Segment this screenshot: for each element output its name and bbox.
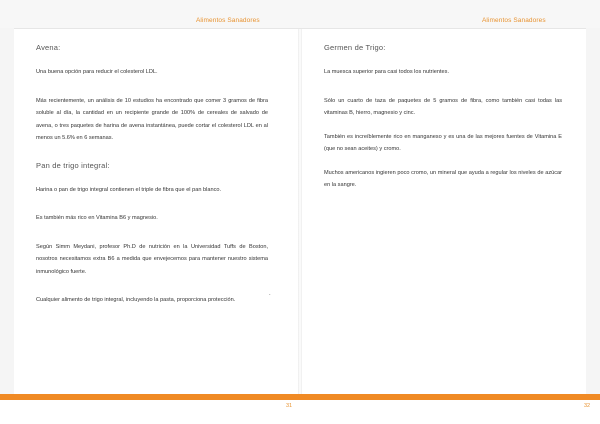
left-running-header: Alimentos Sanadores (196, 17, 260, 24)
paragraph: Es también más rico en Vitamina B6 y magnesio. (36, 215, 158, 221)
left-page (14, 29, 298, 395)
right-page (302, 29, 586, 395)
paragraph: También es increíblemente rico en manganeso y es una de las mejores fuentes de Vitamina E (que no sean aceites) y cromo. (324, 133, 562, 152)
section-heading-pan-integral: Pan de trigo integral: (36, 160, 110, 170)
paragraph: Más recientemente, un análisis de 10 estudios ha encontrado que comer 3 gramos de fibra soluble al día, la cantidad en un recipiente grande de 100% de cereales de salvado de avena, o tres paquetes de harina de avena instantánea, puede cortar el colesterol LDL en al menos un 5.6% en 6 semanas. (36, 97, 268, 141)
right-running-header: Alimentos Sanadores (482, 17, 546, 24)
section-heading-germen-trigo: Germen de Trigo: (324, 43, 386, 52)
left-page-number: 31 (286, 403, 293, 409)
section-heading-avena: Avena: (36, 43, 61, 52)
left-page-content (36, 43, 268, 318)
right-page-number: 32 (584, 403, 591, 409)
paragraph: Según Simm Meydani, profesor Ph.D de nutrición en la Universidad Tuffs de Boston, nosotros necesitamos extra B6 a medida que envejecemos para mantener nuestro sistema inmunológico fuerte. (36, 243, 268, 275)
paragraph: La muesca superior para casi todos los nutrientes. (324, 69, 449, 75)
paragraph: Cualquier alimento de trigo integral, incluyendo la pasta, proporciona protección. (36, 297, 236, 303)
paragraph: Muchos americanos ingieren poco cromo, un mineral que ayuda a regular los niveles de azúcar en la sangre. (324, 169, 562, 188)
paragraph: Harina o pan de trigo integral contienen el triple de fibra que el pan blanco. (36, 186, 222, 193)
stray-mark: . (269, 291, 271, 297)
paragraph: Una buena opción para reducir el colesterol LDL. (36, 69, 158, 75)
paragraph: Sólo un cuarto de taza de paquetes de 5 gramos de fibra, como también casi todas las vitaminas B, hierro, magnesio y cinc. (324, 97, 562, 116)
right-page-content (324, 43, 562, 203)
footer-area (0, 400, 600, 424)
